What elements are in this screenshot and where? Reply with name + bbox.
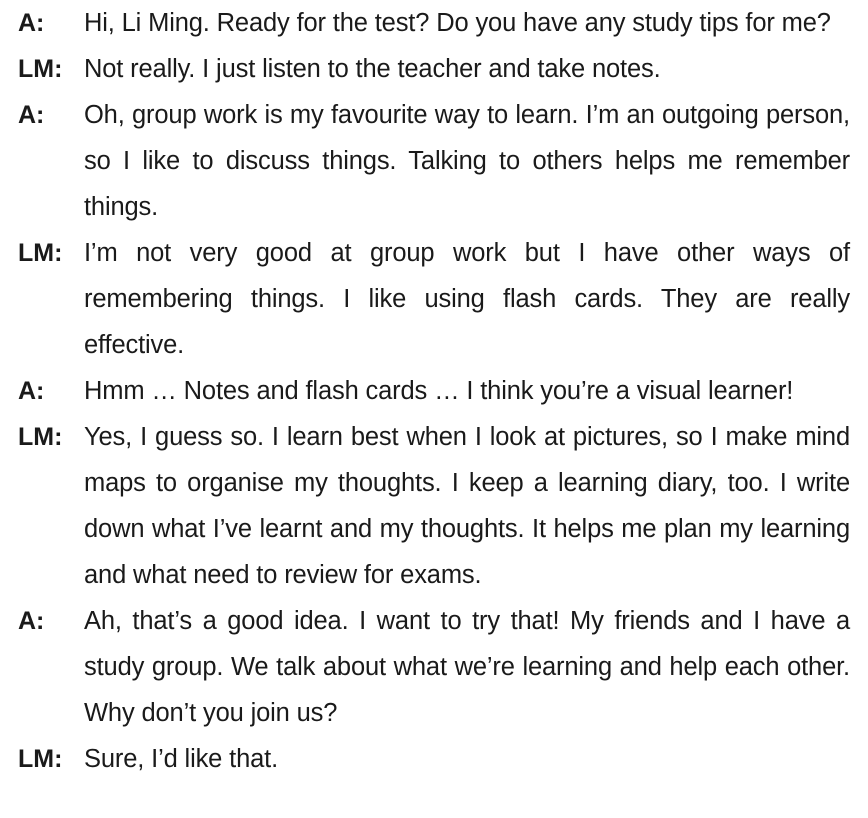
dialogue-line <box>0 368 868 414</box>
speaker-label: LM: <box>18 745 63 773</box>
speech-text: Ah, that’s a good idea. I want to try that! My friends and I have a study group. We talk about what we’re learning and help each other. Why don’t you join us? <box>84 607 850 727</box>
speaker-label: LM: <box>18 423 63 451</box>
speech-text: Yes, I guess so. I learn best when I look at pictures, so I make mind maps to organise my thoughts. I keep a learning diary, too. I write down what I’ve learnt and my thoughts. It helps me plan my learning and what need to review for exams. <box>84 423 850 589</box>
speech-text: Oh, group work is my favourite way to learn. I’m an outgoing person, so I like to discuss things. Talking to others helps me remember things. <box>84 101 850 221</box>
speaker-label: LM: <box>18 55 63 83</box>
dialogue-line <box>0 92 868 230</box>
speaker-label: A: <box>18 607 45 635</box>
speaker-label: A: <box>18 377 45 405</box>
dialogue-line <box>0 46 868 92</box>
dialogue-line <box>0 598 868 736</box>
speaker-label: LM: <box>18 239 63 267</box>
speech-text: Not really. I just listen to the teacher and take notes. <box>84 55 661 83</box>
speaker-label: A: <box>18 9 45 37</box>
speech-text: Hmm … Notes and flash cards … I think you’re a visual learner! <box>84 377 794 405</box>
speech-text: Hi, Li Ming. Ready for the test? Do you have any study tips for me? <box>84 9 831 37</box>
dialogue-line <box>0 414 868 598</box>
dialogue-line <box>0 0 868 46</box>
speech-text: Sure, I’d like that. <box>84 745 279 773</box>
dialogue-line <box>0 230 868 368</box>
speech-text: I’m not very good at group work but I have other ways of remembering things. I like using flash cards. They are really effective. <box>84 239 850 359</box>
dialogue-line <box>0 736 868 782</box>
speaker-label: A: <box>18 101 45 129</box>
